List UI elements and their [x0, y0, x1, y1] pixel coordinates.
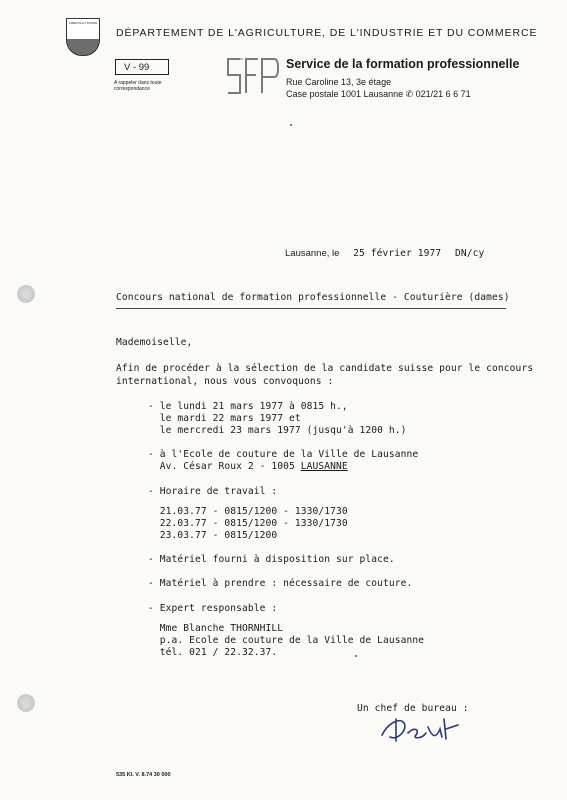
punch-hole-bottom [17, 694, 35, 712]
expert-address: p.a. Ecole de couture de la Ville de Lausanne [148, 635, 425, 646]
address-line-2: Case postale 1001 Lausanne ✆ 021/21 6 6 71 [286, 89, 471, 99]
place-city: LAUSANNE [300, 461, 348, 472]
address-line-1: Rue Caroline 13, 3e étage [286, 77, 392, 87]
dateline-initials: DN/cy [455, 248, 485, 259]
intro-line-1: Afin de procéder à la sélection de la candidate suisse pour le concours [116, 363, 534, 374]
service-address [286, 76, 471, 100]
place-line-2 [148, 461, 348, 472]
service-name: Service de la formation professionnelle [286, 57, 520, 71]
signer-title: Un chef de bureau : [357, 703, 469, 714]
schedule-line-1: 21.03.77 - 0815/1200 - 1330/1730 [148, 506, 348, 517]
form-number: 535 Kl. V. 8.74 30 000 [116, 772, 171, 778]
dates-line-1: - le lundi 21 mars 1977 à 0815 h., [148, 401, 348, 412]
dates-line-3: le mercredi 23 mars 1977 (jusqu'à 1200 h.) [148, 425, 407, 436]
schedule-line-3: 23.03.77 - 0815/1200 [148, 530, 278, 541]
crest-motto: LIBERTÉ ET PATRIE [69, 21, 98, 25]
expert-name: Mme Blanche THORNHILL [148, 623, 284, 634]
schedule-line-2: 22.03.77 - 0815/1200 - 1330/1730 [148, 518, 348, 529]
reference-note: A rappeler dans toute correspondance [114, 80, 162, 92]
dateline-date: 25 février 1977 [353, 248, 442, 259]
intro-line-2: international, nous vous convoquons : [116, 376, 334, 387]
ink-speck [355, 655, 357, 657]
place-line-1: - à l'Ecole de couture de la Ville de Lausanne [148, 449, 419, 460]
reference-box: V - 99 [115, 59, 169, 75]
expert-title: - Expert responsable : [148, 603, 278, 614]
expert-phone: tél. 021 / 22.32.37. [148, 647, 278, 658]
sfp-logo [224, 53, 280, 99]
material-provided: - Matériel fourni à disposition sur place. [148, 554, 395, 565]
place-street: Av. César Roux 2 - 1005 [148, 461, 301, 472]
dateline [285, 248, 484, 259]
material-bring: - Matériel à prendre : nécessaire de couture. [148, 578, 413, 589]
salutation: Mademoiselle, [116, 337, 193, 348]
schedule-title: - Horaire de travail : [148, 486, 278, 497]
ink-speck [290, 124, 292, 126]
subject-underline [116, 308, 506, 309]
logo-letters: SFP [224, 53, 226, 54]
subject-line: Concours national de formation professionnelle - Couturière (dames) [116, 292, 510, 303]
dateline-place: Lausanne, le [285, 248, 340, 259]
punch-hole-top [17, 285, 35, 303]
canton-crest [66, 18, 100, 56]
dates-line-2: le mardi 22 mars 1977 et [148, 413, 301, 424]
department-heading: DÉPARTEMENT DE L'AGRICULTURE, DE L'INDUSTRIE ET DU COMMERCE [116, 27, 538, 39]
handwritten-signature [378, 707, 462, 747]
